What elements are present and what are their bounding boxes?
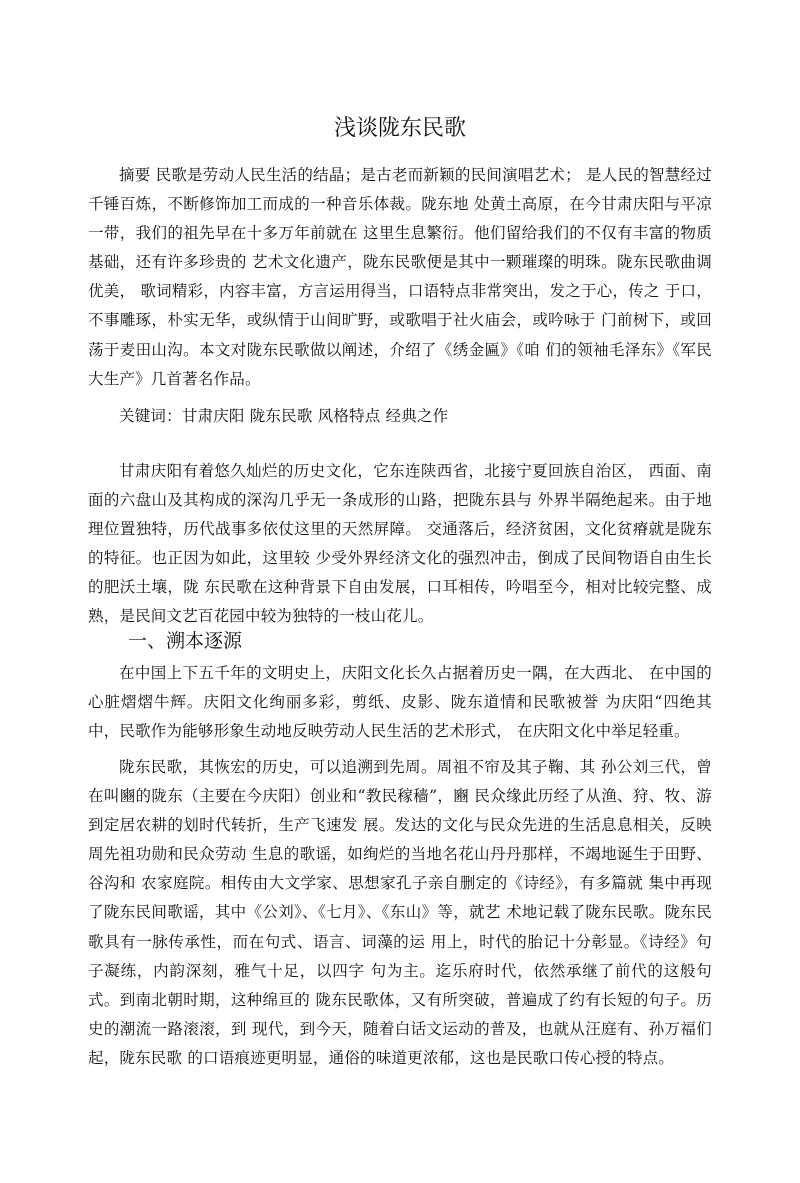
- intro-paragraph: 甘肃庆阳有着悠久灿烂的历史文化，它东连陕西省，北接宁夏回族自治区， 西面、南面的六盘山及其构成的深沟几乎无一条成形的山路，把陇东县与 外界半隔绝起来。由于地理位置独特，历代战事多依仗这里的天然屏障。 交通落后，经济贫困，文化贫瘠就是陇东的特征。也正因为如此，这里较 少受外界经济文化的强烈冲击，倒成了民间物语自由生长的肥沃土壤，陇 东民歌在这种背景下自由发展，口耳相传，吟唱至今，相对比较完整、成 熟，是民间文艺百花园中较为独特的一枝山花儿。: [88, 462, 712, 626]
- page-title: 浅谈陇东民歌: [333, 116, 466, 141]
- abstract-paragraph: 摘要 民歌是劳动人民生活的结晶；是古老而新颖的民间演唱艺术； 是人民的智慧经过千锤百炼，不断修饰加工而成的一种音乐体裁。陇东地 处黄土高原，在今甘肃庆阳与平凉一带，我们的祖先早在十多万年前就在 这里生息繁衍。他们留给我们的不仅有丰富的物质基础，还有许多珍贵的 艺术文化遗产，陇东民歌便是其中一颗璀璨的明珠。陇东民歌曲调优美， 歌词精彩，内容丰富，方言运用得当，口语特点非常突出，发之于心，传之 于口，不事雕琢，朴实无华，或纵情于山间旷野，或歌唱于社火庙会，或吟咏于 门前树下，或回荡于麦田山沟。本文对陇东民歌做以阐述，介绍了《绣金匾》《咱 们的领袖毛泽东》《军民大生产》几首著名作品。: [88, 166, 712, 388]
- section1-paragraph-2: 陇东民歌，其恢宏的历史，可以追溯到先周。周祖不帘及其子鞠、其 孙公刘三代，曾在叫豳的陇东（主要在今庆阳）创业和“教民稼穑”，豳 民众缘此历经了从渔、狩、牧、游到定居农耕的划时代转折，生产飞速发 展。发达的文化与民众先进的生活息息相关，反映周先祖功勋和民众劳动 生息的歌谣，如绚烂的当地名花山丹丹那样，不竭地诞生于田野、谷沟和 农家庭院。相传由大文学家、思想家孔子亲自删定的《诗经》，有多篇就 集中再现了陇东民间歌谣，其中《公刘》、《七月》、《东山》等，就艺 术地记载了陇东民歌。陇东民歌具有一脉传承性，而在句式、语言、词藻的运 用上，时代的胎记十分彰显。《诗经》句子凝练，内韵深刻，雅气十足，以四字 句为主。迄乐府时代，依然承继了前代的这般句式。到南北朝时期，这种绵亘的 陇东民歌体，又有所突破，普遍成了约有长短的句子。历史的潮流一路滚滚，到 现代，到今天，随着白话文运动的普及，也就从汪庭有、孙万福们起，陇东民歌 的口语痕迹更明显，通俗的味道更浓郁，这也是民歌口传心授的特点。: [88, 758, 712, 1067]
- section-heading: 一、溯本逐源: [128, 630, 243, 652]
- section1-paragraph-1: 在中国上下五千年的文明史上，庆阳文化长久占据着历史一隅，在大西北、 在中国的心脏熠熠牛辉。庆阳文化绚丽多彩，剪纸、皮影、陇东道情和民歌被誉 为庆阳“四绝其中，民歌作为能够形象生动地反映劳动人民生活的艺术形式， 在庆阳文化中举足轻重。: [88, 664, 712, 741]
- keywords-line: 关键词：甘肃庆阳 陇东民歌 风格特点 经典之作: [119, 407, 449, 425]
